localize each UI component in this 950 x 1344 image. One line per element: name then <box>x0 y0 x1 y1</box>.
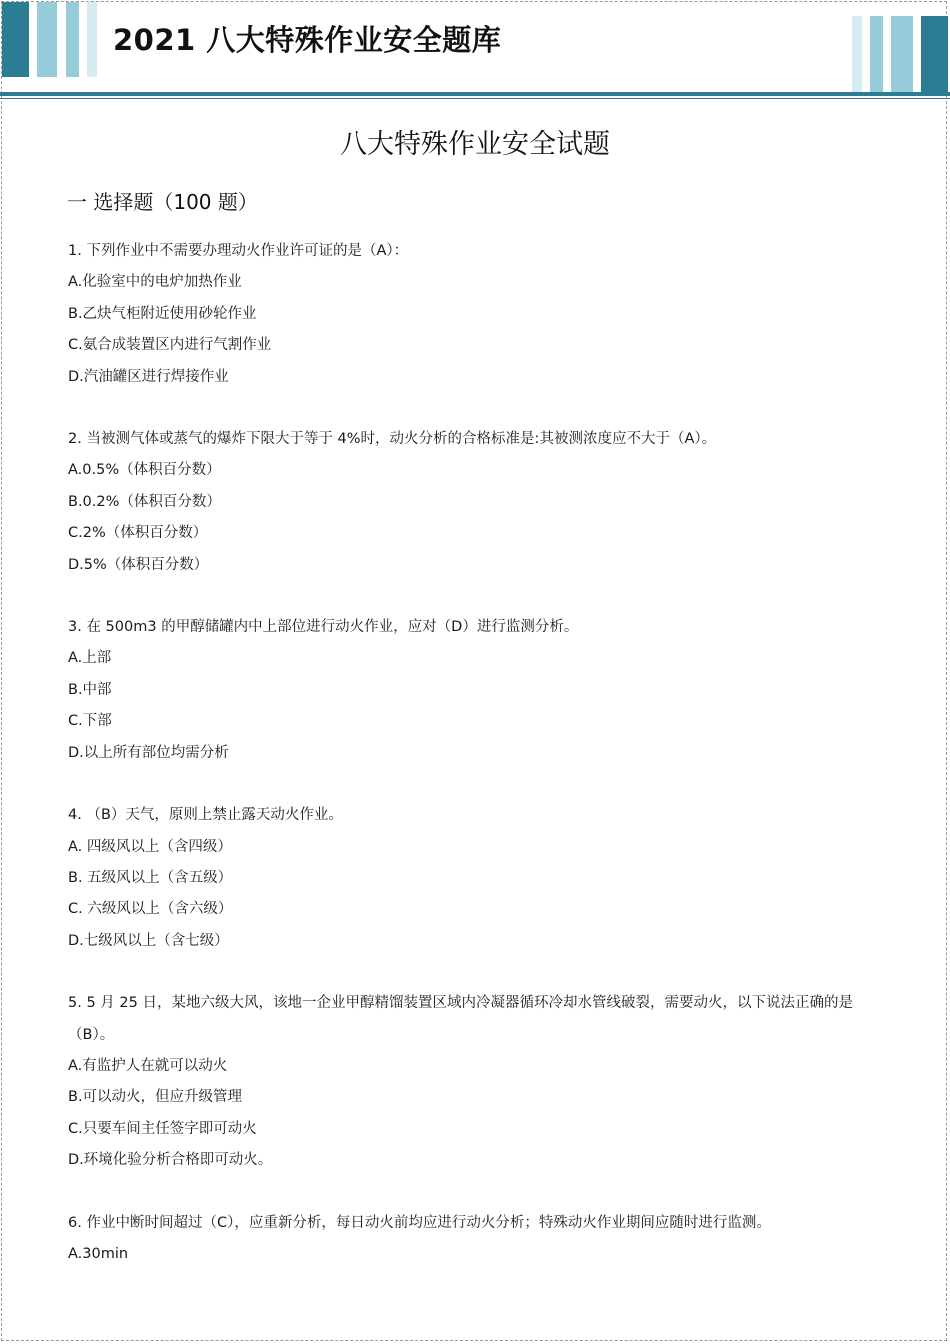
question-item <box>68 800 888 957</box>
question-stem: 3. 在 500m3 的甲醇储罐内中上部位进行动火作业，应对（D）进行监测分析。 <box>68 619 579 636</box>
question-option: B.可以动火，但应升级管理 <box>68 1089 243 1106</box>
question-option: C.2%（体积百分数） <box>68 525 208 542</box>
header-title: 2021 八大特殊作业安全题库 <box>113 23 502 57</box>
question-option: A.有监护人在就可以动火 <box>68 1057 228 1074</box>
question-option: A.化验室中的电炉加热作业 <box>68 274 242 291</box>
page-header <box>0 0 950 96</box>
question-option: B.0.2%（体积百分数） <box>68 493 221 510</box>
question-option: D.汽油罐区进行焊接作业 <box>68 368 229 385</box>
header-rule <box>0 92 950 96</box>
question-option: D.以上所有部位均需分析 <box>68 744 229 761</box>
question-stem: 1. 下列作业中不需要办理动火作业许可证的是（A）： <box>68 243 409 259</box>
question-stem: 2. 当被测气体或蒸气的爆炸下限大于等于 4%时，动火分析的合格标准是:其被测浓度应不大于（A）。 <box>68 431 717 448</box>
document-title: 八大特殊作业安全试题 <box>340 129 610 160</box>
question-option: D.环境化验分析合格即可动火。 <box>68 1152 273 1169</box>
question-list <box>68 236 888 1301</box>
question-item <box>68 988 888 1176</box>
header-stripe <box>66 2 79 77</box>
question-option: C.只要车间主任签字即可动火 <box>68 1120 257 1137</box>
header-stripe <box>87 2 97 77</box>
header-stripe <box>852 16 862 92</box>
question-option: B.中部 <box>68 681 112 698</box>
question-option: A.0.5%（体积百分数） <box>68 462 221 479</box>
question-option: D.七级风以上（含七级） <box>68 932 229 949</box>
question-item <box>68 236 888 393</box>
question-option: A.30min <box>68 1245 129 1262</box>
question-option: B.乙炔气柜附近使用砂轮作业 <box>68 305 257 322</box>
header-rule-thin <box>0 98 950 99</box>
header-stripe <box>891 16 913 92</box>
question-option: A.上部 <box>68 650 112 667</box>
question-option: C.下部 <box>68 713 112 730</box>
question-option: A. 四级风以上（含四级） <box>68 838 232 855</box>
question-option: B. 五级风以上（含五级） <box>68 869 233 886</box>
header-stripe <box>921 16 948 92</box>
header-stripe <box>37 2 57 77</box>
section-title: 一 选择题（100 题） <box>67 190 258 214</box>
question-item <box>68 612 888 769</box>
question-stem: 6. 作业中断时间超过（C），应重新分析，每日动火前均应进行动火分析；特殊动火作业期间应随时进行监测。 <box>68 1214 771 1231</box>
question-option: D.5%（体积百分数） <box>68 556 209 573</box>
header-stripe <box>870 16 883 92</box>
question-item <box>68 1208 888 1271</box>
question-item <box>68 424 888 581</box>
question-option: C. 六级风以上（含六级） <box>68 901 233 918</box>
question-option: C.氨合成装置区内进行气割作业 <box>68 337 272 354</box>
question-stem: 5. 5 月 25 日，某地六级大风，该地一企业甲醇精馏装置区域内冷凝器循环冷却水管线破裂，需要动火，以下说法正确的是（B）。 <box>68 995 853 1043</box>
question-stem: 4. （B）天气，原则上禁止露天动火作业。 <box>68 807 343 824</box>
header-stripe <box>2 2 29 77</box>
